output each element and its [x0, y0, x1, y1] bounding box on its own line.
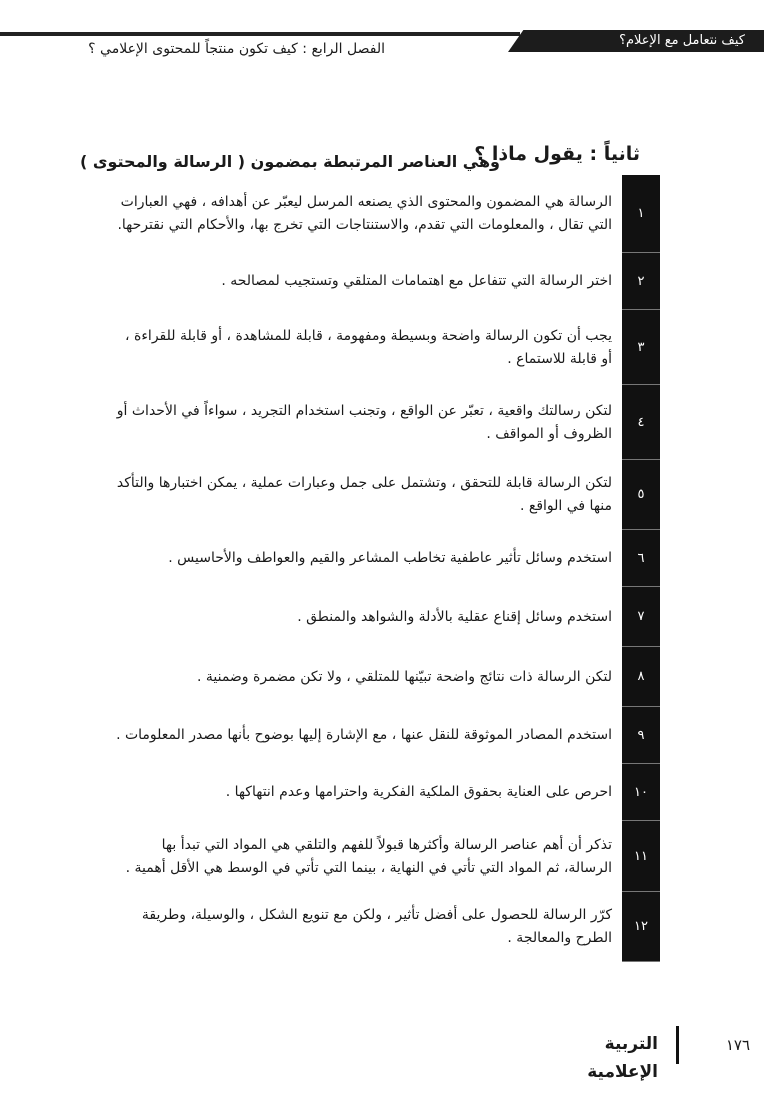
item-number: ١٢	[622, 892, 660, 962]
chapter-title: الفصل الرابع : كيف تكون منتجاً للمحتوى الإعلامي ؟	[88, 41, 385, 57]
item-number: ١	[622, 175, 660, 253]
page-number: ١٧٦	[725, 1036, 750, 1054]
list-item	[100, 530, 660, 587]
list-item	[100, 587, 660, 647]
list-item	[100, 892, 660, 962]
list-item	[100, 385, 660, 460]
list-item	[100, 175, 660, 253]
list-item	[100, 310, 660, 385]
item-text: احرص على العناية بحقوق الملكية الفكرية واحترامها وعدم انتهاكها .	[225, 784, 612, 800]
item-number: ٨	[622, 647, 660, 707]
item-text: تذكر أن أهم عناصر الرسالة وأكثرها قبولاً للفهم والتلقي هي المواد التي تبدأ بها الرسالة، ثم المواد التي تأتي في النهاية ، بينما التي تأتي في الوسط هي الأقل أهمية .	[125, 836, 612, 876]
list-item	[100, 821, 660, 892]
item-text: الرسالة هي المضمون والمحتوى الذي يصنعه المرسل ليعبّر عن أهدافه ، فهي العبارات التي تقال ، والمعلومات التي تقدم، والاستنتاجات التي تخرج بها، والأحكام التي نقترحها.	[117, 194, 612, 233]
list-item	[100, 764, 660, 821]
item-text: استخدم وسائل إقناع عقلية بالأدلة والشواهد والمنطق .	[297, 608, 612, 625]
item-text: استخدم وسائل تأثير عاطفية تخاطب المشاعر والقيم والعواطف والأحاسيس .	[168, 550, 612, 566]
header-rule	[0, 32, 520, 36]
item-text: لتكن الرسالة ذات نتائج واضحة تبيّنها للمتلقي ، ولا تكن مضمرة وضمنية .	[196, 668, 612, 685]
section-subtitle: وهي العناصر المرتبطة بمضمون ( الرسالة والمحتوى )	[79, 152, 500, 171]
item-number: ٢	[622, 253, 660, 310]
item-number: ٤	[622, 385, 660, 460]
list-item	[100, 460, 660, 530]
section-title: ثانياً : يقول ماذا ؟	[474, 143, 640, 165]
item-number: ١٠	[622, 764, 660, 821]
item-number: ٧	[622, 587, 660, 647]
footer-book-title: التربية الإعلامية	[587, 1034, 658, 1082]
section-heading	[79, 140, 640, 180]
item-number: ٥	[622, 460, 660, 530]
item-text: كرّر الرسالة للحصول على أفضل تأثير ، ولكن مع تنويع الشكل ، والوسيلة، وطريقة الطرح والمعالجة .	[141, 907, 612, 946]
header-band-text: كيف نتعامل مع الإعلام؟	[619, 33, 745, 48]
item-number: ٦	[622, 530, 660, 587]
item-number: ٣	[622, 310, 660, 385]
item-text: اختر الرسالة التي تتفاعل مع اهتمامات المتلقي وتستجيب لمصالحه .	[221, 273, 612, 289]
item-number: ١١	[622, 821, 660, 892]
footer-divider	[676, 1026, 679, 1064]
item-text: استخدم المصادر الموثوقة للنقل عنها ، مع الإشارة إليها بوضوح بأنها مصدر المعلومات .	[116, 727, 612, 743]
list-item	[100, 253, 660, 310]
item-number: ٩	[622, 707, 660, 764]
list-item	[100, 647, 660, 707]
item-text: لتكن رسالتك واقعية ، تعبّر عن الواقع ، وتجنب استخدام التجريد ، سواءاً في الأحداث أو الظروف أو المواقف .	[116, 402, 612, 442]
item-text: لتكن الرسالة قابلة للتحقق ، وتشتمل على جمل وعبارات عملية ، يمكن اختبارها والتأكد منها في الواقع .	[116, 475, 612, 514]
item-text: يجب أن تكون الرسالة واضحة وبسيطة ومفهومة ، قابلة للمشاهدة ، أو قابلة للقراءة ، أو قابلة للاستماع .	[125, 327, 612, 367]
list-item	[100, 707, 660, 764]
